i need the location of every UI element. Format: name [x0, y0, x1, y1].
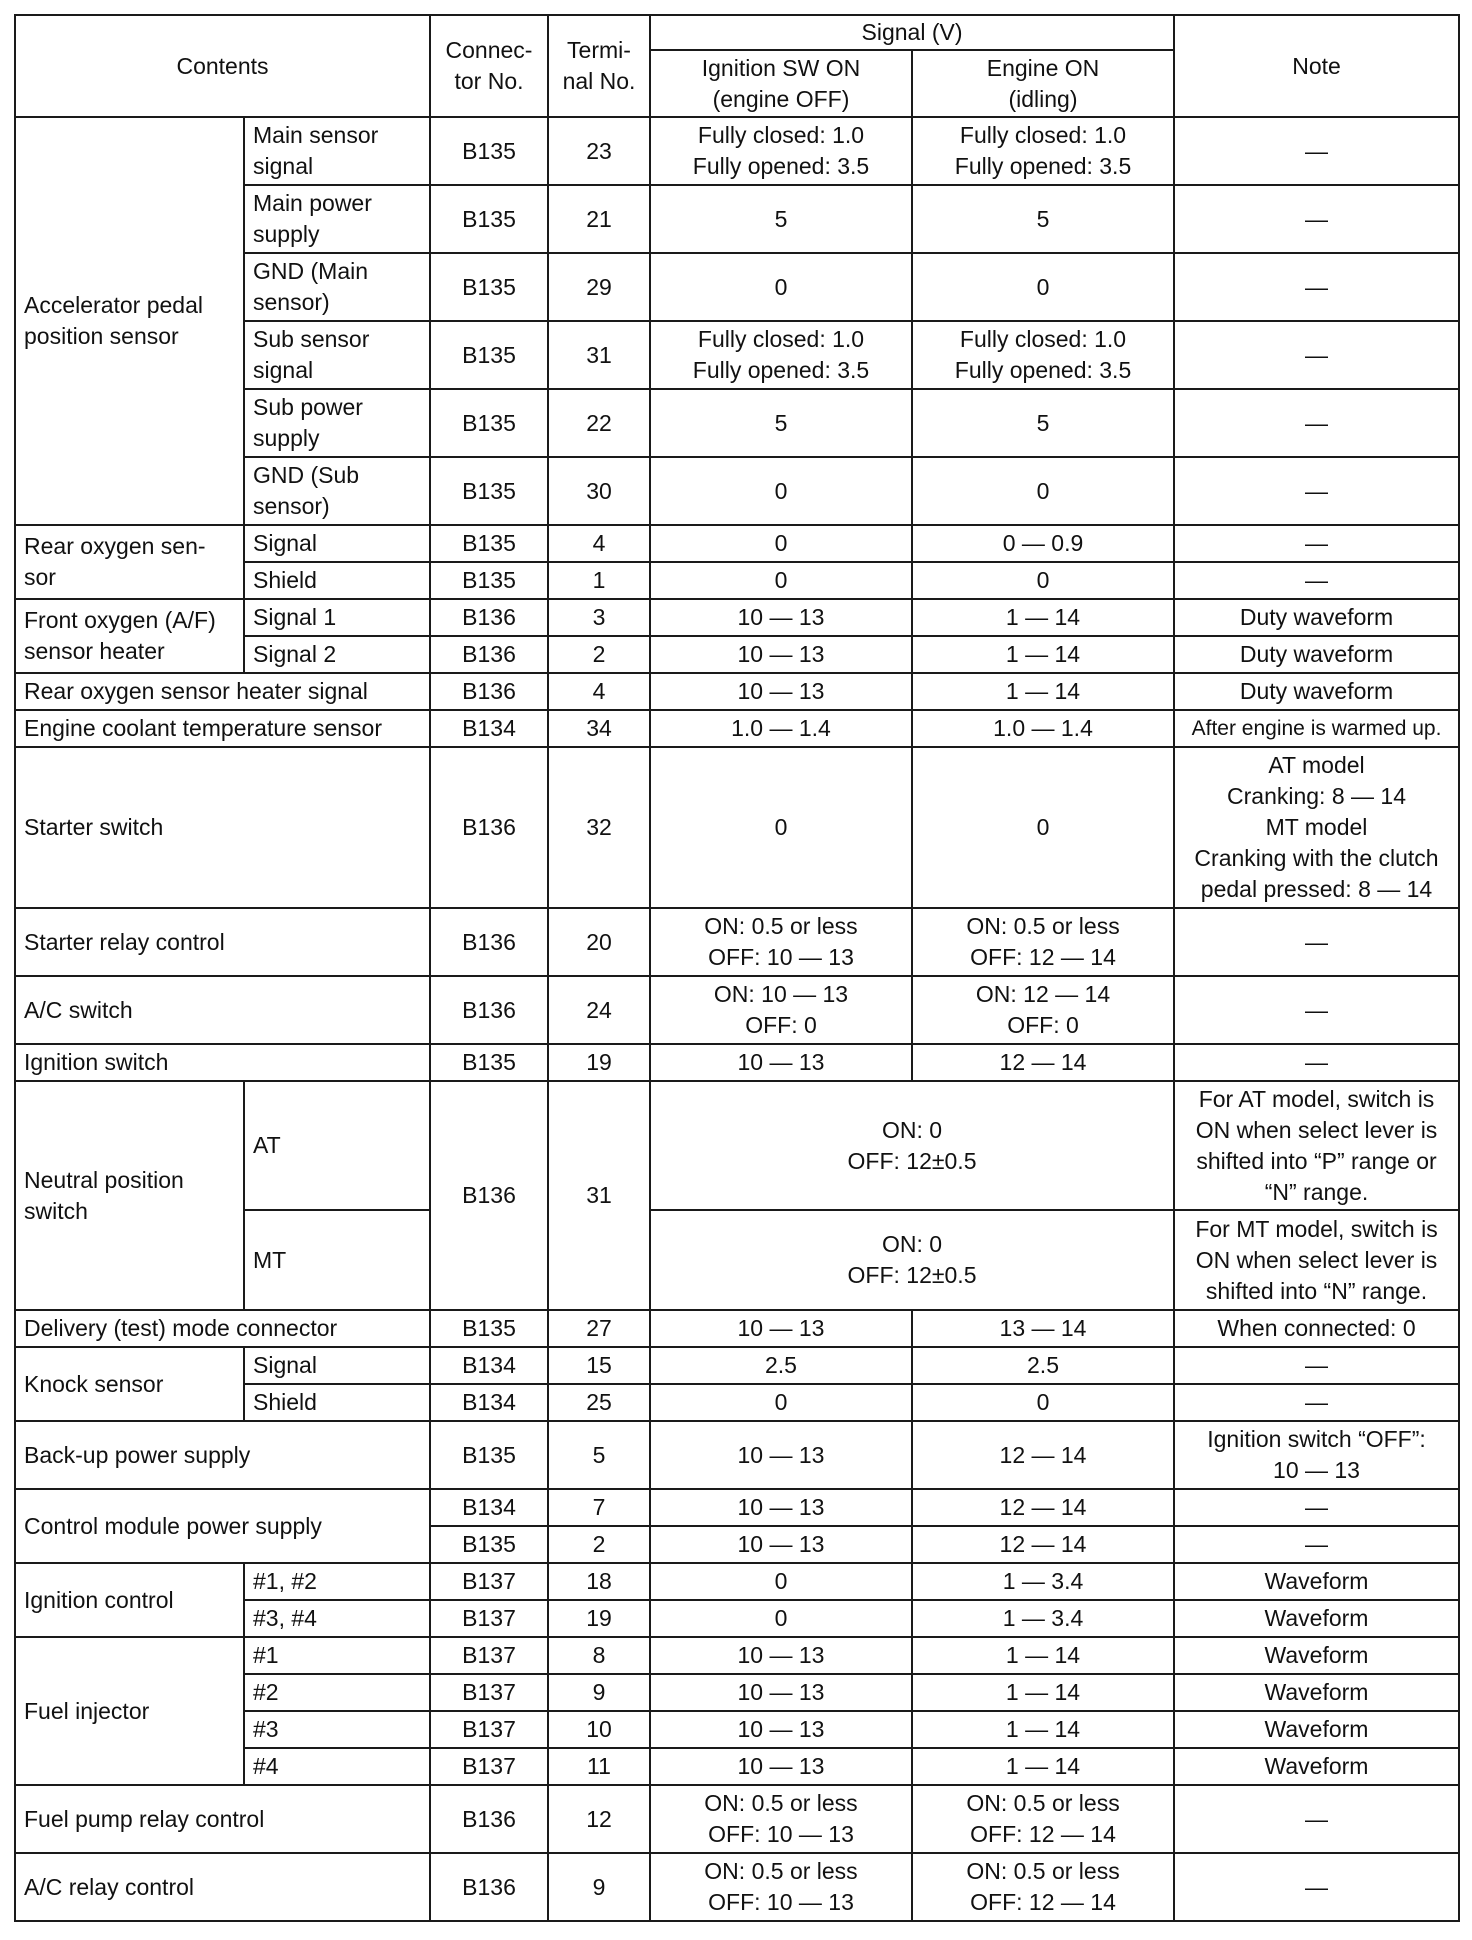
note-cell: — — [1174, 1044, 1459, 1081]
note-cell: — — [1174, 908, 1459, 976]
ignition-on-cell: 0 — [650, 1563, 912, 1600]
terminal-cell: 34 — [548, 710, 650, 747]
connector-cell: B135 — [430, 1526, 548, 1563]
terminal-cell: 25 — [548, 1384, 650, 1421]
group-label: Ignition control — [15, 1563, 244, 1637]
sub-label: Shield — [244, 562, 430, 599]
sub-label: Shield — [244, 1384, 430, 1421]
engine-on-cell: 0 — 0.9 — [912, 525, 1174, 562]
sub-label: Signal 2 — [244, 636, 430, 673]
group-label: Neutral position switch — [15, 1081, 244, 1310]
connector-cell: B136 — [430, 976, 548, 1044]
terminal-cell: 1 — [548, 562, 650, 599]
connector-cell: B135 — [430, 1044, 548, 1081]
note-cell: When connected: 0 — [1174, 1310, 1459, 1347]
terminal-cell: 20 — [548, 908, 650, 976]
note-cell: For AT model, switch is ON when select lever is shifted into “P” range or “N” range. — [1174, 1081, 1459, 1210]
row-label: Starter switch — [15, 747, 430, 908]
group-label: Front oxygen (A/F) sensor heater — [15, 599, 244, 673]
group-label: Knock sensor — [15, 1347, 244, 1421]
note-cell: Duty waveform — [1174, 636, 1459, 673]
note-cell: — — [1174, 1785, 1459, 1853]
engine-on-cell: 0 — [912, 747, 1174, 908]
sub-label: Signal — [244, 1347, 430, 1384]
note-cell: — — [1174, 1489, 1459, 1526]
ignition-on-cell: 0 — [650, 253, 912, 321]
note-cell: — — [1174, 525, 1459, 562]
ignition-on-cell: Fully closed: 1.0 Fully opened: 3.5 — [650, 321, 912, 389]
table-row — [15, 1563, 1459, 1600]
note-cell: AT model Cranking: 8 — 14 MT model Cranking with the clutch pedal pressed: 8 — 14 — [1174, 747, 1459, 908]
terminal-cell: 5 — [548, 1421, 650, 1489]
connector-cell: B137 — [430, 1711, 548, 1748]
note-cell: — — [1174, 457, 1459, 525]
terminal-cell: 30 — [548, 457, 650, 525]
row-label: Fuel pump relay control — [15, 1785, 430, 1853]
table-row — [15, 1310, 1459, 1347]
connector-cell: B135 — [430, 1310, 548, 1347]
sub-label: #2 — [244, 1674, 430, 1711]
table-row — [15, 1785, 1459, 1853]
signal-cell: ON: 0 OFF: 12±0.5 — [650, 1210, 1174, 1310]
sub-label: Main sensor signal — [244, 117, 430, 185]
row-label: A/C switch — [15, 976, 430, 1044]
engine-on-cell: 12 — 14 — [912, 1044, 1174, 1081]
terminal-cell: 23 — [548, 117, 650, 185]
row-label: Delivery (test) mode connector — [15, 1310, 430, 1347]
connector-cell: B136 — [430, 908, 548, 976]
engine-on-cell: 1 — 14 — [912, 599, 1174, 636]
ignition-on-cell: 2.5 — [650, 1347, 912, 1384]
connector-cell: B136 — [430, 673, 548, 710]
connector-cell: B136 — [430, 1081, 548, 1310]
terminal-cell: 8 — [548, 1637, 650, 1674]
table-row — [15, 1081, 1459, 1210]
ignition-on-cell: 10 — 13 — [650, 1748, 912, 1785]
sub-label: GND (Sub sensor) — [244, 457, 430, 525]
engine-on-cell: 1 — 14 — [912, 1748, 1174, 1785]
table-row — [15, 1421, 1459, 1489]
terminal-cell: 9 — [548, 1853, 650, 1921]
header-contents: Contents — [15, 15, 430, 117]
header-signal: Signal (V) — [650, 15, 1174, 50]
ignition-on-cell: ON: 0.5 or less OFF: 10 — 13 — [650, 1785, 912, 1853]
sub-label: #1, #2 — [244, 1563, 430, 1600]
ignition-on-cell: ON: 0.5 or less OFF: 10 — 13 — [650, 1853, 912, 1921]
row-label: A/C relay control — [15, 1853, 430, 1921]
table-row — [15, 908, 1459, 976]
sub-label: Signal — [244, 525, 430, 562]
terminal-cell: 21 — [548, 185, 650, 253]
sub-label: MT — [244, 1210, 430, 1310]
engine-on-cell: 13 — 14 — [912, 1310, 1174, 1347]
row-label: Ignition switch — [15, 1044, 430, 1081]
ignition-on-cell: 10 — 13 — [650, 636, 912, 673]
terminal-cell: 15 — [548, 1347, 650, 1384]
connector-cell: B135 — [430, 562, 548, 599]
terminal-cell: 2 — [548, 636, 650, 673]
row-label: Rear oxygen sensor heater signal — [15, 673, 430, 710]
engine-on-cell: 0 — [912, 1384, 1174, 1421]
ignition-on-cell: 10 — 13 — [650, 1526, 912, 1563]
table-row — [15, 1853, 1459, 1921]
table-row — [15, 1347, 1459, 1384]
note-cell: — — [1174, 1347, 1459, 1384]
connector-cell: B136 — [430, 636, 548, 673]
ignition-on-cell: 10 — 13 — [650, 1711, 912, 1748]
ignition-on-cell: 0 — [650, 525, 912, 562]
engine-on-cell: 1 — 14 — [912, 1637, 1174, 1674]
note-cell: Ignition switch “OFF”: 10 — 13 — [1174, 1421, 1459, 1489]
engine-on-cell: 1 — 14 — [912, 1711, 1174, 1748]
table-row — [15, 673, 1459, 710]
note-cell: — — [1174, 185, 1459, 253]
sub-label: Sub sensor signal — [244, 321, 430, 389]
ignition-on-cell: 10 — 13 — [650, 1421, 912, 1489]
note-cell: — — [1174, 253, 1459, 321]
note-cell: — — [1174, 117, 1459, 185]
engine-on-cell: 5 — [912, 389, 1174, 457]
connector-cell: B136 — [430, 1785, 548, 1853]
sub-label: #1 — [244, 1637, 430, 1674]
engine-on-cell: 0 — [912, 562, 1174, 599]
header-engine-on: Engine ON (idling) — [912, 50, 1174, 117]
note-cell: Waveform — [1174, 1748, 1459, 1785]
connector-cell: B135 — [430, 1421, 548, 1489]
terminal-cell: 3 — [548, 599, 650, 636]
ignition-on-cell: 0 — [650, 457, 912, 525]
note-cell: Waveform — [1174, 1600, 1459, 1637]
note-cell: — — [1174, 1853, 1459, 1921]
engine-on-cell: 1 — 3.4 — [912, 1600, 1174, 1637]
connector-cell: B136 — [430, 747, 548, 908]
ignition-on-cell: 10 — 13 — [650, 1637, 912, 1674]
engine-on-cell: 12 — 14 — [912, 1421, 1174, 1489]
connector-cell: B134 — [430, 710, 548, 747]
terminal-cell: 29 — [548, 253, 650, 321]
table-row — [15, 710, 1459, 747]
connector-cell: B136 — [430, 599, 548, 636]
terminal-cell: 31 — [548, 321, 650, 389]
ignition-on-cell: ON: 10 — 13 OFF: 0 — [650, 976, 912, 1044]
note-cell: Waveform — [1174, 1563, 1459, 1600]
note-cell: Waveform — [1174, 1674, 1459, 1711]
ignition-on-cell: ON: 0.5 or less OFF: 10 — 13 — [650, 908, 912, 976]
connector-cell: B135 — [430, 117, 548, 185]
group-label: Fuel injector — [15, 1637, 244, 1785]
engine-on-cell: 1 — 14 — [912, 673, 1174, 710]
ignition-on-cell: 10 — 13 — [650, 673, 912, 710]
signal-table — [14, 14, 1460, 1922]
engine-on-cell: 12 — 14 — [912, 1489, 1174, 1526]
connector-cell: B135 — [430, 457, 548, 525]
terminal-cell: 19 — [548, 1044, 650, 1081]
table-row — [15, 1044, 1459, 1081]
connector-cell: B137 — [430, 1748, 548, 1785]
sub-label: Signal 1 — [244, 599, 430, 636]
ignition-on-cell: 10 — 13 — [650, 1044, 912, 1081]
connector-cell: B137 — [430, 1674, 548, 1711]
note-cell: Duty waveform — [1174, 673, 1459, 710]
sub-label: Main power supply — [244, 185, 430, 253]
connector-cell: B136 — [430, 1853, 548, 1921]
terminal-cell: 2 — [548, 1526, 650, 1563]
sub-label: GND (Main sensor) — [244, 253, 430, 321]
connector-cell: B137 — [430, 1637, 548, 1674]
engine-on-cell: 1 — 14 — [912, 636, 1174, 673]
sub-label: Sub power supply — [244, 389, 430, 457]
terminal-cell: 9 — [548, 1674, 650, 1711]
engine-on-cell: ON: 12 — 14 OFF: 0 — [912, 976, 1174, 1044]
terminal-cell: 24 — [548, 976, 650, 1044]
ignition-on-cell: 5 — [650, 185, 912, 253]
engine-on-cell: 0 — [912, 253, 1174, 321]
ignition-on-cell: 0 — [650, 747, 912, 908]
terminal-cell: 12 — [548, 1785, 650, 1853]
row-label: Starter relay control — [15, 908, 430, 976]
row-label: Back-up power supply — [15, 1421, 430, 1489]
terminal-cell: 22 — [548, 389, 650, 457]
engine-on-cell: ON: 0.5 or less OFF: 12 — 14 — [912, 1853, 1174, 1921]
connector-cell: B135 — [430, 321, 548, 389]
ignition-on-cell: 10 — 13 — [650, 1310, 912, 1347]
note-cell: — — [1174, 562, 1459, 599]
row-label: Engine coolant temperature sensor — [15, 710, 430, 747]
connector-cell: B134 — [430, 1489, 548, 1526]
engine-on-cell: 0 — [912, 457, 1174, 525]
ignition-on-cell: Fully closed: 1.0 Fully opened: 3.5 — [650, 117, 912, 185]
sub-label: AT — [244, 1081, 430, 1210]
table-row — [15, 525, 1459, 562]
terminal-cell: 10 — [548, 1711, 650, 1748]
table-row — [15, 976, 1459, 1044]
connector-cell: B135 — [430, 525, 548, 562]
group-label: Accelerator pedal position sensor — [15, 117, 244, 525]
engine-on-cell: Fully closed: 1.0 Fully opened: 3.5 — [912, 117, 1174, 185]
note-cell: — — [1174, 321, 1459, 389]
engine-on-cell: 2.5 — [912, 1347, 1174, 1384]
connector-cell: B137 — [430, 1563, 548, 1600]
connector-cell: B134 — [430, 1347, 548, 1384]
sub-label: #3 — [244, 1711, 430, 1748]
group-label: Rear oxygen sen- sor — [15, 525, 244, 599]
terminal-cell: 4 — [548, 673, 650, 710]
note-cell: Waveform — [1174, 1711, 1459, 1748]
signal-cell: ON: 0 OFF: 12±0.5 — [650, 1081, 1174, 1210]
terminal-cell: 31 — [548, 1081, 650, 1310]
note-cell: After engine is warmed up. — [1174, 710, 1459, 747]
table-row — [15, 599, 1459, 636]
sub-label: #4 — [244, 1748, 430, 1785]
connector-cell: B135 — [430, 389, 548, 457]
ignition-on-cell: 0 — [650, 1384, 912, 1421]
sub-label: #3, #4 — [244, 1600, 430, 1637]
terminal-cell: 18 — [548, 1563, 650, 1600]
note-cell: — — [1174, 389, 1459, 457]
connector-cell: B135 — [430, 253, 548, 321]
engine-on-cell: 1 — 3.4 — [912, 1563, 1174, 1600]
note-cell: — — [1174, 1526, 1459, 1563]
terminal-cell: 4 — [548, 525, 650, 562]
note-cell: Duty waveform — [1174, 599, 1459, 636]
connector-cell: B135 — [430, 185, 548, 253]
table-row — [15, 747, 1459, 908]
ignition-on-cell: 5 — [650, 389, 912, 457]
table-row — [15, 117, 1459, 185]
header-note: Note — [1174, 15, 1459, 117]
engine-on-cell: ON: 0.5 or less OFF: 12 — 14 — [912, 1785, 1174, 1853]
ignition-on-cell: 0 — [650, 562, 912, 599]
ignition-on-cell: 10 — 13 — [650, 1674, 912, 1711]
engine-on-cell: 1 — 14 — [912, 1674, 1174, 1711]
note-cell: — — [1174, 1384, 1459, 1421]
ignition-on-cell: 10 — 13 — [650, 1489, 912, 1526]
connector-cell: B137 — [430, 1600, 548, 1637]
engine-on-cell: 5 — [912, 185, 1174, 253]
ignition-on-cell: 1.0 — 1.4 — [650, 710, 912, 747]
connector-cell: B134 — [430, 1384, 548, 1421]
header-ignition-sw-on: Ignition SW ON (engine OFF) — [650, 50, 912, 117]
header-connector-no: Connec- tor No. — [430, 15, 548, 117]
engine-on-cell: Fully closed: 1.0 Fully opened: 3.5 — [912, 321, 1174, 389]
engine-on-cell: 1.0 — 1.4 — [912, 710, 1174, 747]
table-row — [15, 1637, 1459, 1674]
terminal-cell: 32 — [548, 747, 650, 908]
note-cell: — — [1174, 976, 1459, 1044]
table-row — [15, 1489, 1459, 1526]
ignition-on-cell: 10 — 13 — [650, 599, 912, 636]
terminal-cell: 27 — [548, 1310, 650, 1347]
group-label: Control module power supply — [15, 1489, 430, 1563]
terminal-cell: 19 — [548, 1600, 650, 1637]
engine-on-cell: ON: 0.5 or less OFF: 12 — 14 — [912, 908, 1174, 976]
terminal-cell: 11 — [548, 1748, 650, 1785]
engine-on-cell: 12 — 14 — [912, 1526, 1174, 1563]
ignition-on-cell: 0 — [650, 1600, 912, 1637]
note-cell: For MT model, switch is ON when select lever is shifted into “N” range. — [1174, 1210, 1459, 1310]
note-cell: Waveform — [1174, 1637, 1459, 1674]
header-terminal-no: Termi- nal No. — [548, 15, 650, 117]
terminal-cell: 7 — [548, 1489, 650, 1526]
